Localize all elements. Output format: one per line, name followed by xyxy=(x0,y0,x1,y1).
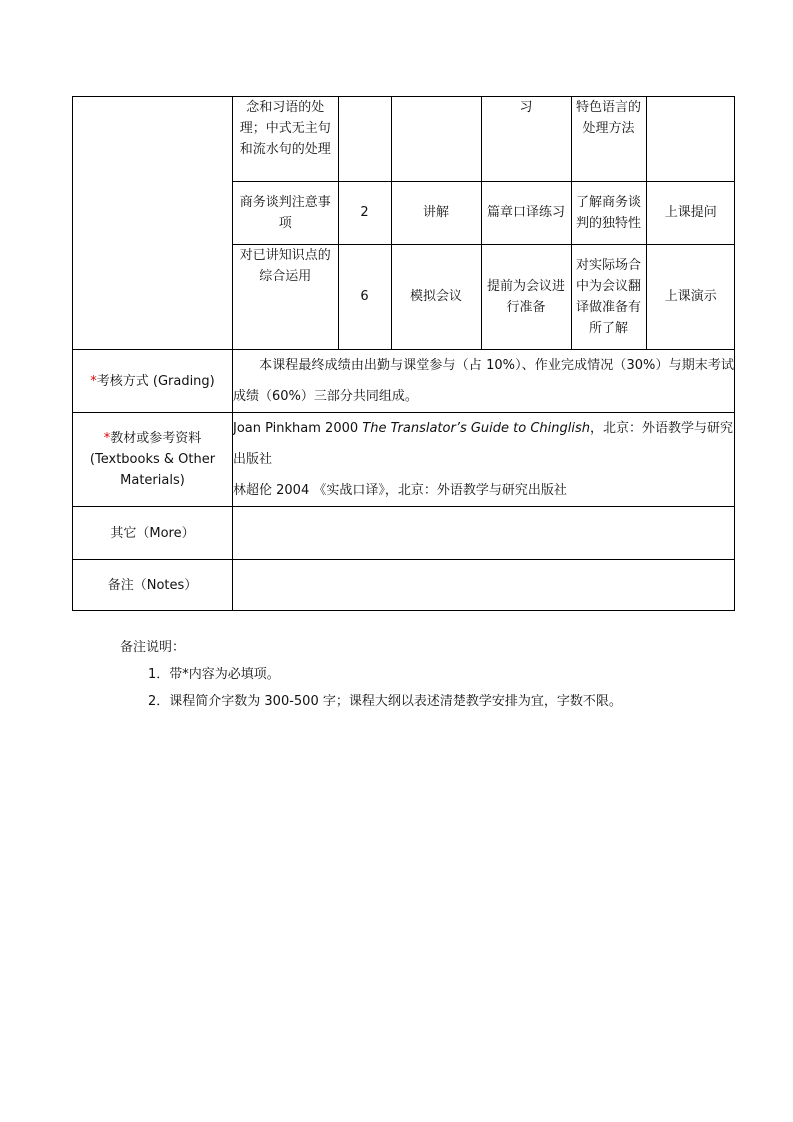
materials-label xyxy=(73,413,233,507)
required-star: * xyxy=(103,431,111,446)
required-star: * xyxy=(90,373,97,389)
footnote-item: 1．带*内容为必填项。 xyxy=(148,667,280,682)
footnotes xyxy=(120,634,622,715)
method-cell xyxy=(391,97,481,181)
method-cell: 讲解 xyxy=(391,181,481,244)
topic-cell: 念和习语的处理；中式无主句和流水句的处理 xyxy=(239,100,331,157)
practice-cell: 提前为会议进行准备 xyxy=(481,244,571,349)
objective-cell: 对实际场合中为会议翻译做准备有所了解 xyxy=(571,244,646,349)
schedule-cell xyxy=(233,97,735,350)
assessment-cell xyxy=(646,97,735,181)
materials-label-en: (Textbooks & Other Materials) xyxy=(89,452,216,488)
grading-label-text: 考核方式 (Grading) xyxy=(96,373,215,389)
more-value xyxy=(233,507,735,560)
table-row xyxy=(233,181,735,244)
objective-cell: 特色语言的处理方法 xyxy=(571,97,646,181)
schedule-inner-table xyxy=(233,97,735,349)
schedule-row xyxy=(73,97,735,350)
hours-cell: 2 xyxy=(338,181,391,244)
reference-book-2: 林超伦 2004 《实战口译》，北京：外语教学与研究出版社 xyxy=(233,483,567,498)
method-cell: 模拟会议 xyxy=(391,244,481,349)
book1-publisher: ，北京：外语教学与研究出版社 xyxy=(233,421,734,467)
book1-author: Joan Pinkham 2000 xyxy=(233,421,363,436)
practice-cell: 习 xyxy=(481,97,571,181)
objective-cell: 了解商务谈判的独特性 xyxy=(571,181,646,244)
book1-title: The Translator’s Guide to Chinglish xyxy=(362,421,591,436)
materials-row xyxy=(73,413,735,507)
footnote-item: 2．课程简介字数为 300-500 字；课程大纲以表述清楚教学安排为宜，字数不限。 xyxy=(148,694,622,709)
topic-cell: 对已讲知识点的综合运用 xyxy=(233,244,338,349)
notes-row xyxy=(73,560,735,611)
more-row xyxy=(73,507,735,560)
materials-value xyxy=(233,413,735,507)
course-syllabus-table xyxy=(72,96,735,611)
hours-cell: 6 xyxy=(338,244,391,349)
grading-text: 本课程最终成绩由出勤与课堂参与（占 10%）、作业完成情况（30%）与期末考试成绩（60%）三部分共同组成。 xyxy=(233,358,734,404)
notes-label: 备注（Notes） xyxy=(73,560,233,611)
materials-label-cn: 教材或参考资料 xyxy=(110,431,202,446)
assessment-cell: 上课提问 xyxy=(646,181,735,244)
practice-cell: 篇章口译练习 xyxy=(481,181,571,244)
grading-row xyxy=(73,350,735,413)
table-row xyxy=(233,97,735,181)
notes-value xyxy=(233,560,735,611)
table-row xyxy=(233,244,735,349)
hours-cell xyxy=(338,97,391,181)
schedule-blank-label xyxy=(73,97,233,350)
topic-cell: 商务谈判注意事项 xyxy=(233,181,338,244)
footnotes-title: 备注说明： xyxy=(120,640,186,655)
grading-value xyxy=(233,350,735,413)
grading-label xyxy=(73,350,233,413)
assessment-cell: 上课演示 xyxy=(646,244,735,349)
more-label: 其它（More） xyxy=(73,507,233,560)
reference-book-1 xyxy=(233,413,734,475)
